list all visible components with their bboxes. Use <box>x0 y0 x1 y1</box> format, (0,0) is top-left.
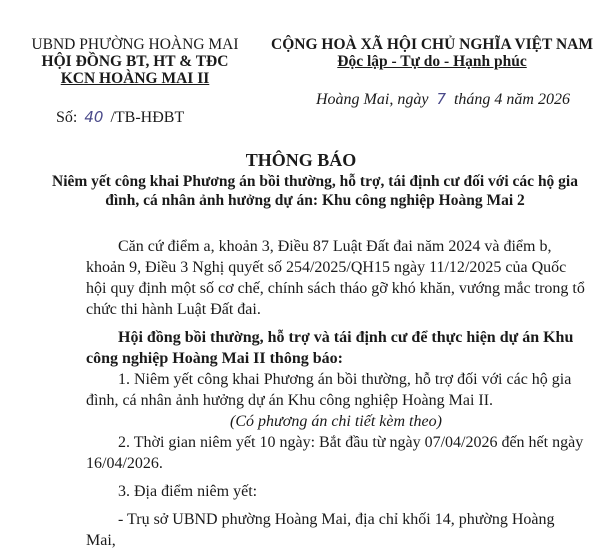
document-date <box>316 90 570 109</box>
national-motto-block <box>262 36 602 70</box>
date-prefix: Hoàng Mai, ngày <box>316 91 429 108</box>
document-number <box>56 108 184 127</box>
document-subject: Niêm yết công khai Phương án bồi thường, hỗ trợ, tái định cư đối với các hộ gia đình, cá nhân ảnh hưởng dự án: Khu công nghiệp Hoàng Mai 2 <box>52 173 578 209</box>
issuer-block <box>30 36 240 87</box>
national-motto: Độc lập - Tự do - Hạnh phúc <box>337 53 527 70</box>
handwritten-day: 7 <box>436 90 446 108</box>
issuer-line-2: HỘI ĐỒNG BT, HT & TĐC <box>41 53 229 70</box>
item-3-location-a: - Trụ sở UBND phường Hoàng Mai, địa chỉ khối 14, phường Hoàng Mai, <box>86 511 555 549</box>
item-1: 1. Niêm yết công khai Phương án bồi thường, hỗ trợ đối với các hộ gia đình, cá nhân ảnh hưởng dự án Khu công nghiệp Hoàng Mai II. <box>86 371 572 409</box>
number-label: Số: <box>56 109 78 126</box>
legal-basis-paragraph: Căn cứ điểm a, khoản 3, Điều 87 Luật Đất đai năm 2024 và điểm b, khoản 9, Điều 3 Nghị quyết số 254/2025/QH15 ngày 11/12/2025 của Quốc hội quy định một số cơ chế, chính sách tháo gỡ khó khăn, vướng mắc trong tổ chức thi hành Luật Đất đai. <box>86 238 585 318</box>
announcement-intro: Hội đồng bồi thường, hỗ trợ và tái định cư để thực hiện dự án Khu công nghiệp Hoàng Mai II thông báo: <box>86 329 574 367</box>
issuer-line-1: UBND PHƯỜNG HOÀNG MAI <box>31 36 239 53</box>
date-suffix: tháng 4 năm 2026 <box>453 91 570 108</box>
national-title: CỘNG HOÀ XÃ HỘI CHỦ NGHĨA VIỆT NAM <box>271 36 593 53</box>
handwritten-number: 40 <box>84 108 104 126</box>
item-3: 3. Địa điểm niêm yết: <box>118 483 258 500</box>
document-title: THÔNG BÁO <box>245 150 357 170</box>
item-2: 2. Thời gian niêm yết 10 ngày: Bắt đầu từ ngày 07/04/2026 đến hết ngày 16/04/2026. <box>86 434 584 472</box>
number-suffix: /TB-HĐBT <box>110 109 185 126</box>
document-body <box>86 236 586 551</box>
issuer-line-3: KCN HOÀNG MAI II <box>60 70 210 87</box>
item-1-note: (Có phương án chi tiết kèm theo) <box>230 413 442 430</box>
